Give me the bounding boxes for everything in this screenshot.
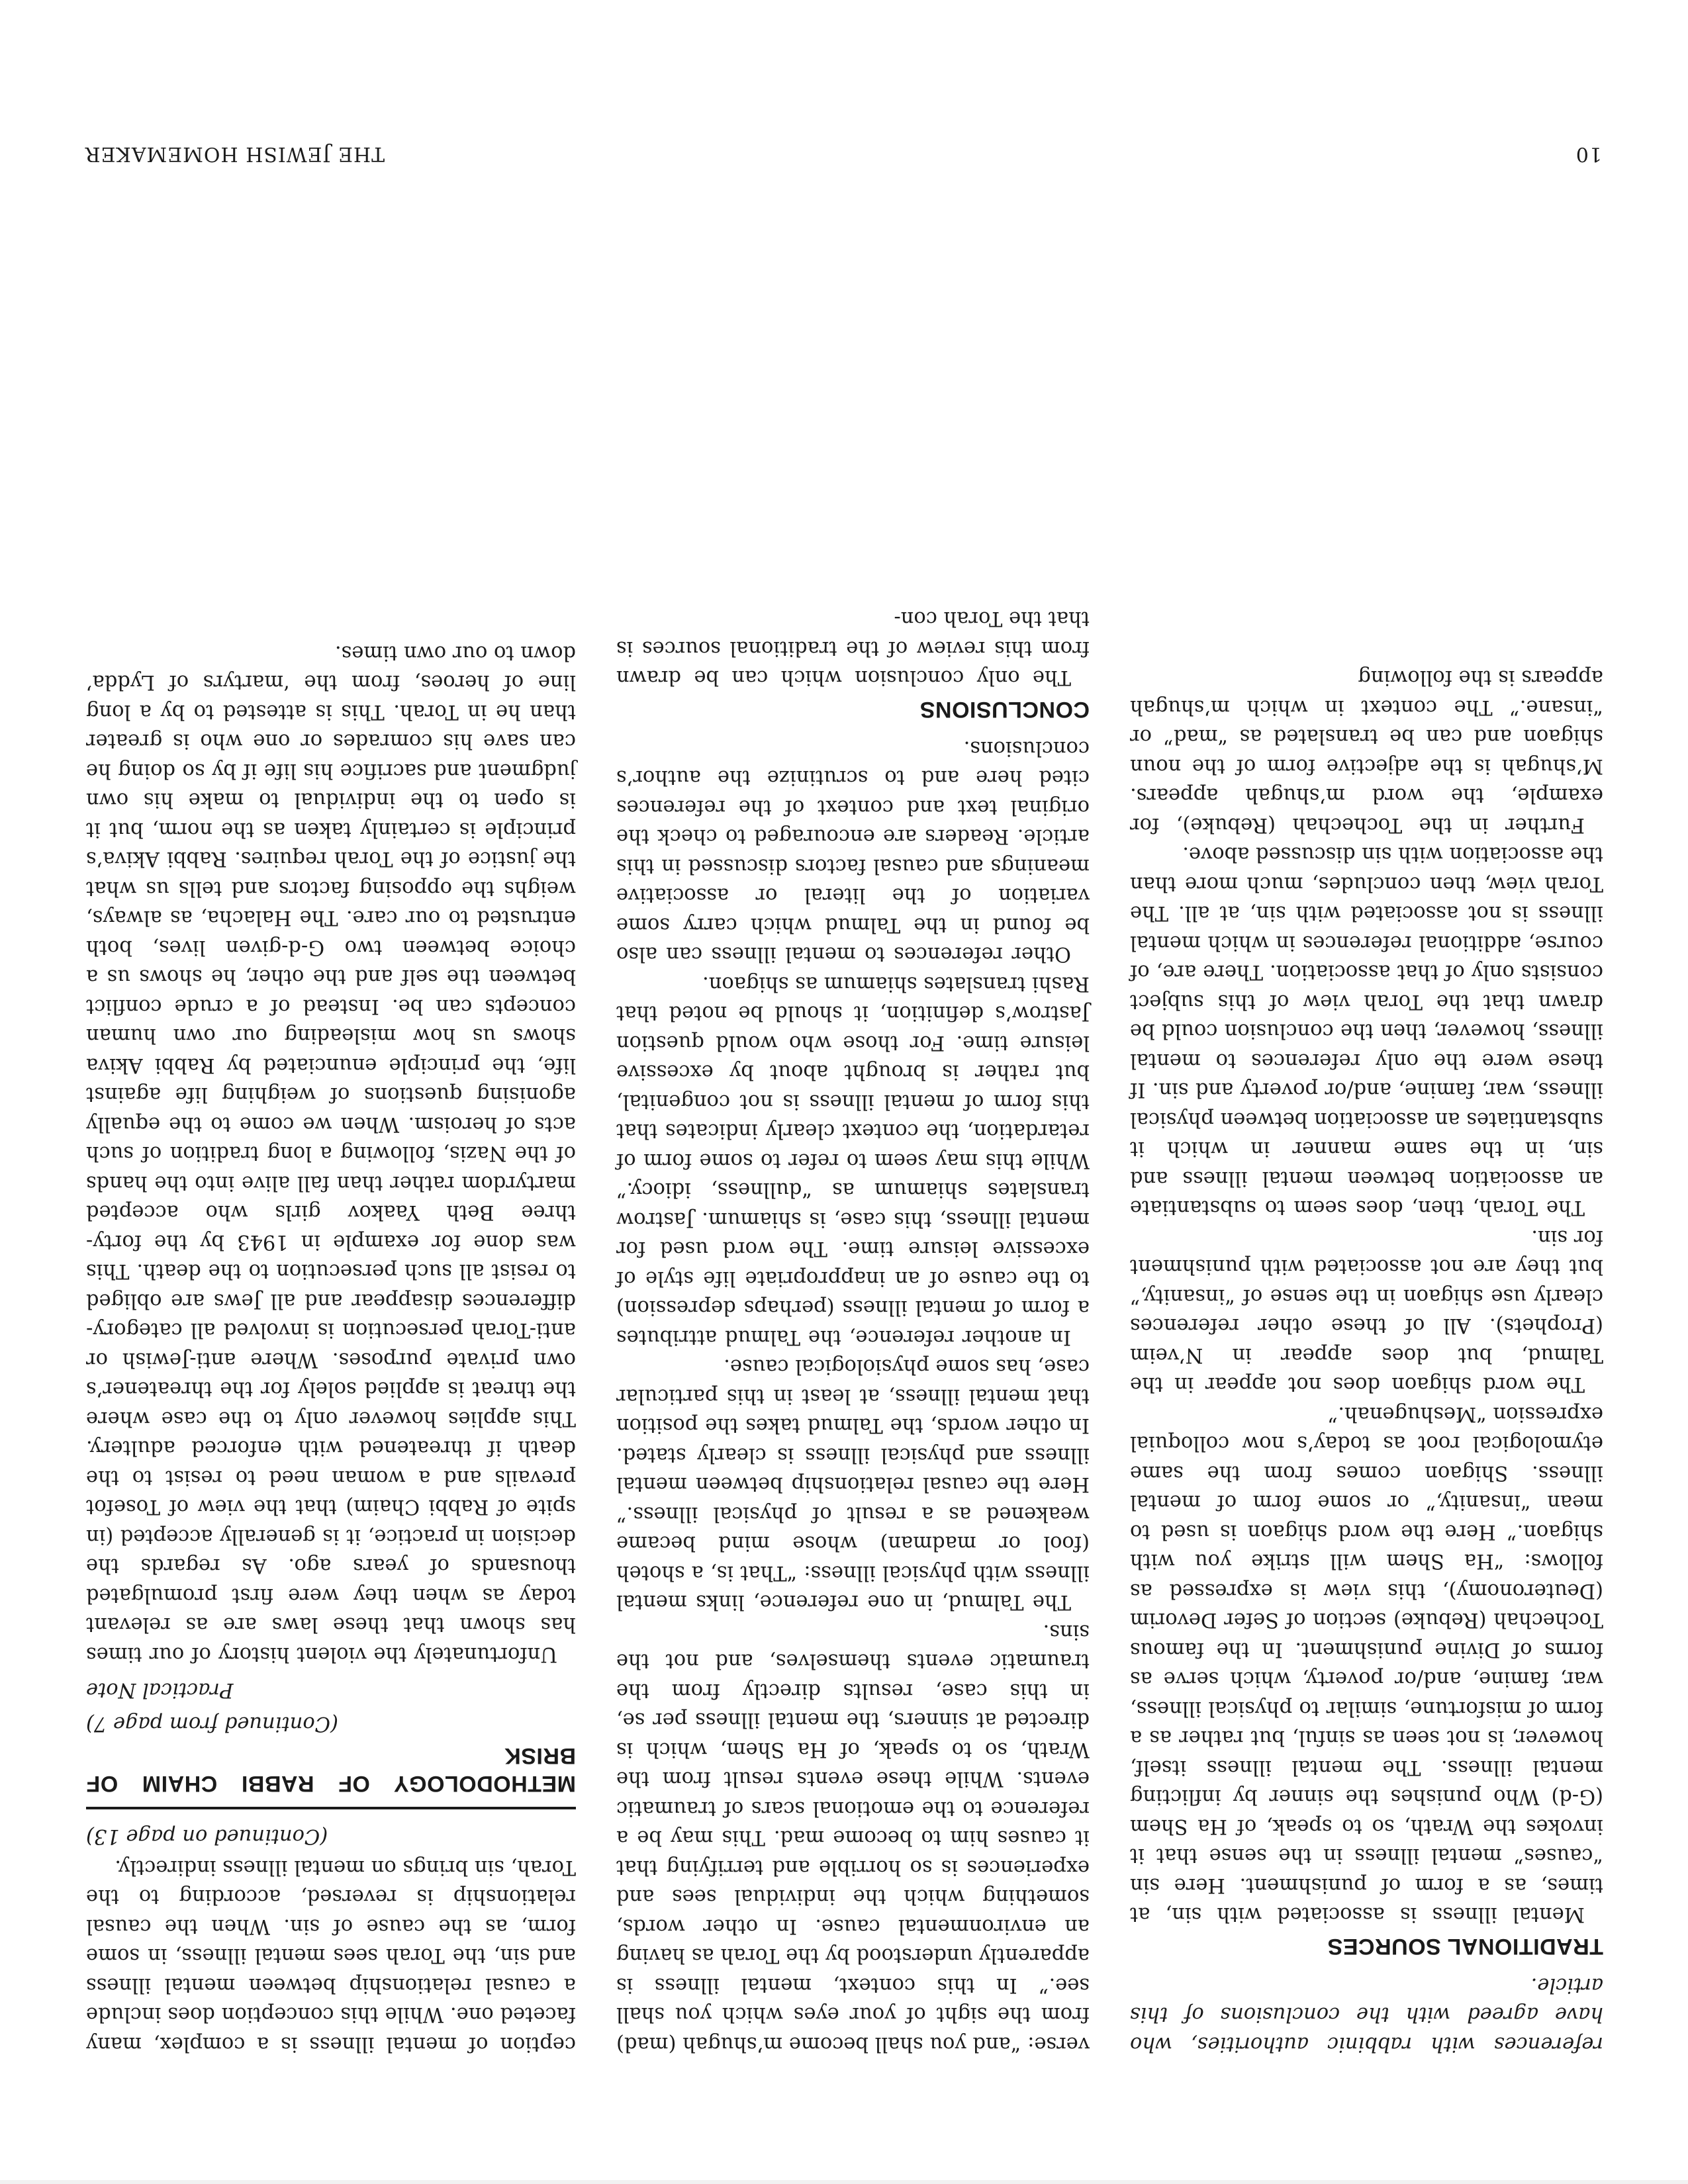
paragraph: Mental illness is associated with sin, at times, as a form of punishment. Here sin “causes” mental illness in the sense that it invokes the Wrath, so to speak, of Ha Shem (G-d) Who punishes the sinner by inflicting mental illness. The mental illness itself, however, is not seen as sinful, but rather as a form of misfortune, similar to physical illness, war, famine, and/or poverty, which serve as forms of Divine punishment. In the famous Tochechah (Rebuke) section of Sefer Devorim (Deuteronomy), this view is expressed as follows: “Ha Shem will strike you with shigaon.” Here the word shigaon is used to mean “insanity,” or some form of mental illness. Shigaon comes from the same etymological root as today’s now colloquial expression “Meshugenah.”	[1130, 1402, 1603, 1927]
column-left	[1130, 662, 1603, 2058]
section-divider	[86, 1807, 576, 1809]
paragraph: ception of mental illness is a complex, many faceted one. While this conception does include a causal relationship between mental illness and sin, the Torah sees mental illness, in some form, as the cause of sin. When the causal relationship is reversed, according to the Torah, sin brings on mental illness indirectly.	[86, 1856, 576, 2056]
running-head: THE JEWISH HOMEMAKER	[85, 142, 385, 165]
paragraph: verse: “and you shall become m’shugah (mad) from the sight of your eyes which you shall see.” In this context, mental illness is apparently understood by the Torah as having an environmental cause. In other words, something which the individual sees and experiences is so horrible and terrifying that it causes him to become mad. This may be a reference to the emotional scars of traumatic events. While these events result from the Wrath, so to speak, of Ha Shem, which is directed at sinners, the mental illness per se, in this case, results directly from the traumatic events themselves, and not the sins.	[616, 1620, 1090, 2056]
subheading-practical-note: Practical Note	[86, 1678, 234, 1702]
paragraph: The only conclusion which can be drawn from this review of the traditional sources is that the Torah con-	[616, 607, 1090, 690]
continued-from-note: (Continued from page 7)	[86, 1712, 338, 1735]
page-number: 10	[1575, 142, 1602, 165]
column-right	[86, 638, 576, 2059]
paragraph: The word shigaon does not appear in the Talmud, but does appear in N’veim (Prophets). All of these other references clearly use shigaon in the sense of “insanity,” but they are not associated with punishment for sin.	[1130, 1226, 1603, 1396]
paragraph: The Torah, then, does seem to substantiate an association between mental illness and sin, in the same manner in which it substantiates an association between physical illness, war, famine, and/or poverty and sin. If these were the only references to mental illness, however, then the conclusion could be drawn that the Torah view of this subject consists only of that association. There are, of course, additional references in which mental illness is not associated with sin, at all. The Torah view, then concludes, much more than the association with sin discussed above.	[1130, 842, 1603, 1220]
heading-methodology: METHODOLOGY OF RABBI CHAIM OF BRISK	[86, 1743, 576, 1796]
paragraph: Unfortunately the violent history of our times has shown that these laws are as relevant today as when they were first promulgated thousands of years ago. As regards the decision in practice, it is generally accepted (in spite of Rabbi Chaim) that the view of Tosefot prevails and a woman need to resist to the death if threatened with enforced adultery. This applies however only to the case where the threat is applied solely for the threatener’s own private purposes. Where anti-Jewish or anti-Torah persecution is involved all category-differences disappear and all Jews are obliged to resist all such persecution to the death. This was done for example in 1943 by the forty-three Beth Yaakov girls who accepted martyrdom rather than fall alive into the hands of the Nazis, following a long tradition of such acts of heroism. When we come to the equally agonising questions of weighing life against life, the principle enunciated by Rabbi Akiva shows us how misleading our own human concepts can be. Instead of a crude conflict between the self and the other, he shows us a choice between two G-d-given lives, both entrusted to our care. The Halacha, as always, weighs the opposing factors and tells us what the justice of the Torah requires. Rabbi Akiva’s principle is certainly taken as the norm, but it is open to the individual to make his own judgment and sacrifice his life if by so doing he can save his comrades or one who is greater than he in Torah. This is attested to by a long line of heroes, from the ‘martyrs of Lydda’ down to our own times.	[86, 641, 576, 1666]
paragraph: The Talmud, in one reference, links mental illness with physical illness: “That is, a shoteh (fool or madman) whose mind became weakened as a result of physical illness.” Here the causal relationship between mental illness and physical illness is clearly stated. In other words, the Talmud takes the position that mental illness, at least in this particular case, has some physiological cause.	[616, 1355, 1090, 1614]
heading-conclusions: CONCLUSIONS	[919, 697, 1090, 723]
heading-traditional-sources: TRADITIONAL SOURCES	[1327, 1934, 1603, 1960]
intro-continuation: references with rabbinic authorities, who have agreed with the conclusions of this article.	[1130, 1974, 1603, 2056]
continued-on-note: (Continued on page 13)	[86, 1825, 328, 1848]
paragraph: Other references to mental illness can also be found in the Talmud which carry some variation of the literal or associative meanings and causal factors discussed in this article. Readers are encouraged to check the original text and context of the references cited here and to scrutinize the author’s conclusions.	[616, 737, 1090, 966]
column-middle	[616, 604, 1090, 2058]
paragraph: Further in the Tochechah (Rebuke), for example, the word m’shugah appears. M’shugah is the adjective form of the noun shigaon and can be translated as “mad” or “insane.” The context in which m’shugah appears is the following	[1130, 666, 1603, 837]
paragraph: In another reference, the Talmud attributes a form of mental illness (perhaps depression) to the cause of an inappropriate life style of excessive leisure time. The word used for mental illness, this case, is shiamum. Jastrow translates shiamum as “dullness, idiocy.” While this may seem to refer to some form of retardation, the context clearly indicates that this form of mental illness is not congenital, but rather is brought about by excessive leisure time. For those who would question Jastrow’s definition, it should be noted that Rashi translates shiamum as shigaon.	[616, 972, 1090, 1349]
